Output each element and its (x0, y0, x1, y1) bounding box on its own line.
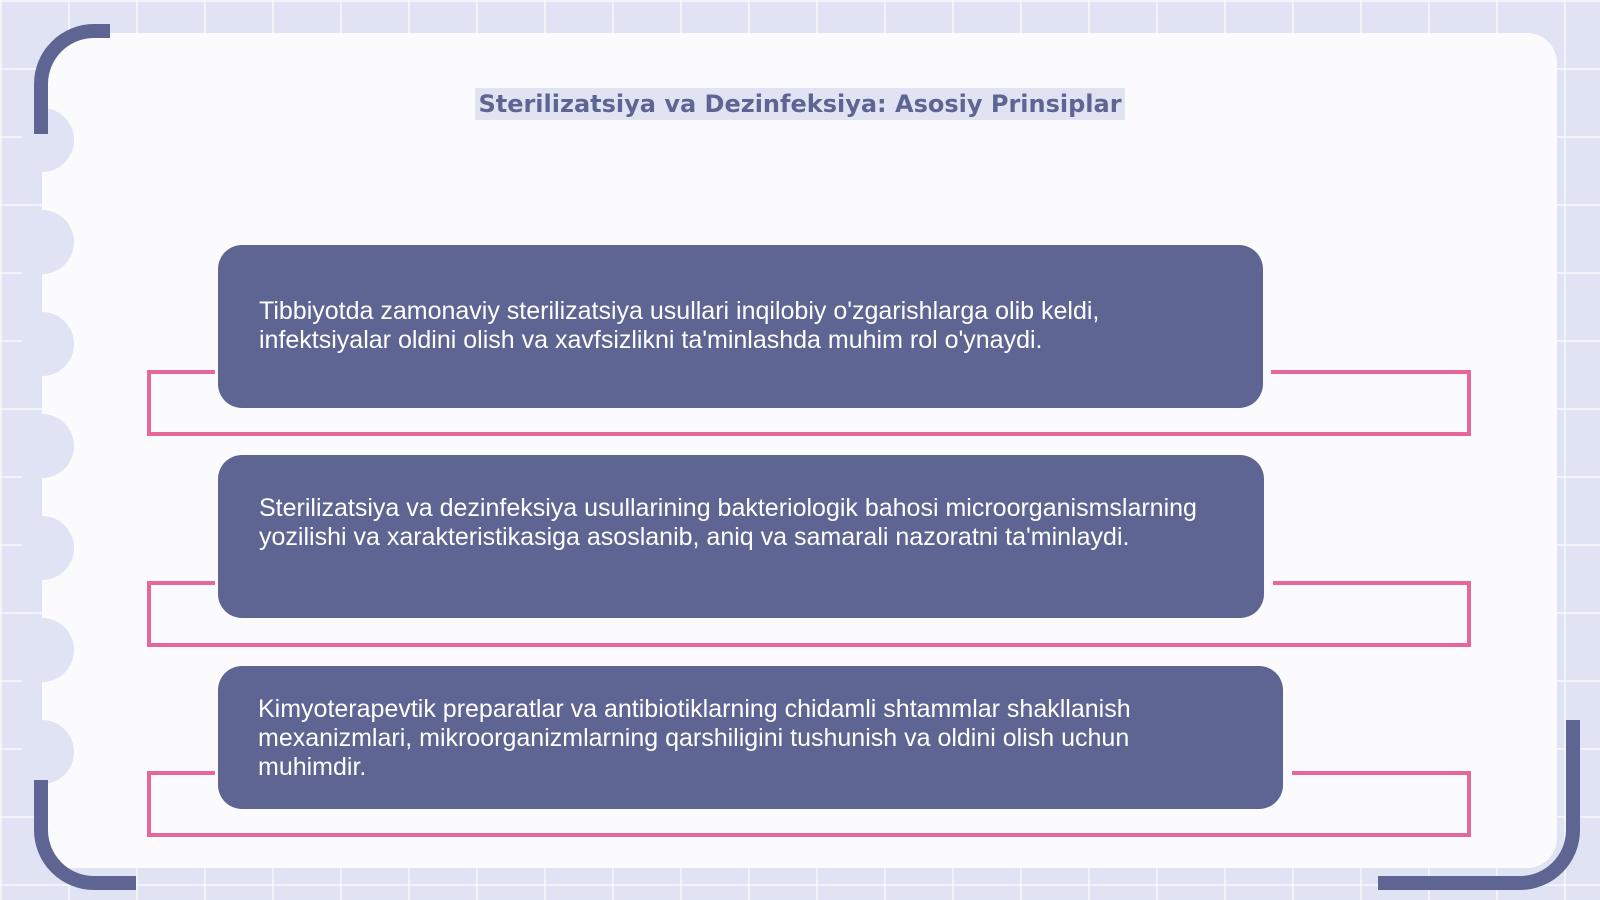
point-text-1: Tibbiyotda zamonaviy sterilizatsiya usullari inqilobiy o'zgarishlarga olib keldi, infektsiyalar oldini olish va xavfsizlikni ta'minlashda muhim rol o'ynaydi. (259, 297, 1100, 354)
point-text-2: Sterilizatsiya va dezinfeksiya usullarining bakteriologik bahosi microorganismslarning yozilishi va xarakteristikasiga asoslanib, aniq va samarali nazoratni ta'minlaydi. (259, 494, 1197, 551)
point-box-3 (218, 666, 1283, 809)
point-box-1 (218, 245, 1263, 408)
point-box-2 (218, 455, 1264, 618)
slide-title (0, 90, 1600, 118)
slide-title-text: Sterilizatsiya va Dezinfeksiya: Asosiy Prinsiplar (475, 88, 1124, 120)
point-text-3: Kimyoterapevtik preparatlar va antibiotiklarning chidamli shtammlar shakllanish mexanizmlari, mikroorganizmlarning qarshiligini tushunish va oldini olish uchun muhimdir. (258, 695, 1131, 781)
corner-decoration-bottom-left (34, 780, 136, 890)
